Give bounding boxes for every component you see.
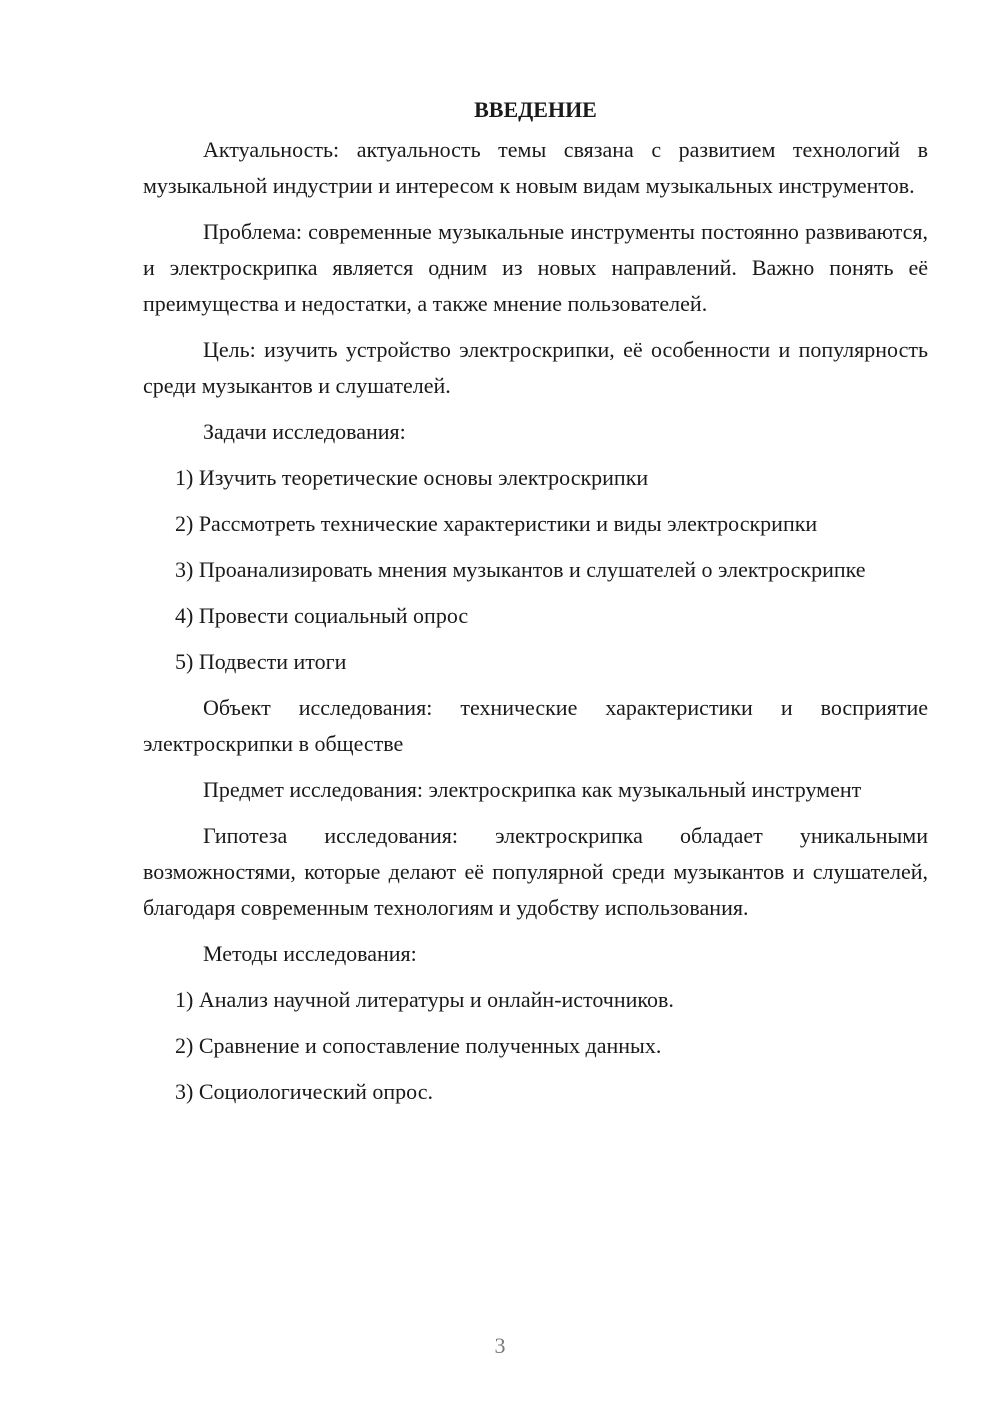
method-item-3: 3) Социологический опрос.	[175, 1079, 433, 1104]
task-item-2: 2) Рассмотреть технические характеристики и виды электроскрипки	[175, 511, 818, 536]
task-item-4: 4) Провести социальный опрос	[175, 603, 469, 628]
task-item-3: 3) Проанализировать мнения музыкантов и слушателей о электроскрипке	[175, 557, 866, 582]
section-heading: ВВЕДЕНИЕ	[474, 97, 597, 122]
problem-paragraph: Проблема: современные музыкальные инструменты постоянно развиваются, и электроскрипка является одним из новых направлений. Важно понять её преимущества и недостатки, а также мнение пользователей.	[143, 219, 928, 316]
methods-title: Методы исследования:	[203, 941, 417, 966]
method-item-1: 1) Анализ научной литературы и онлайн-источников.	[175, 987, 674, 1012]
method-item-2: 2) Сравнение и сопоставление полученных данных.	[175, 1033, 662, 1058]
object-paragraph: Объект исследования: технические характеристики и восприятие электроскрипки в обществе	[143, 695, 928, 756]
page-number: 3	[494, 1333, 506, 1358]
document-page	[143, 92, 928, 1120]
task-item-1: 1) Изучить теоретические основы электроскрипки	[175, 465, 649, 490]
relevance-paragraph: Актуальность: актуальность темы связана с развитием технологий в музыкальной индустрии и интересом к новым видам музыкальных инструментов.	[143, 137, 928, 198]
task-item-5: 5) Подвести итоги	[175, 649, 347, 674]
subject-paragraph: Предмет исследования: электроскрипка как музыкальный инструмент	[203, 777, 862, 802]
tasks-title: Задачи исследования:	[203, 419, 406, 444]
goal-paragraph: Цель: изучить устройство электроскрипки, её особенности и популярность среди музыкантов и слушателей.	[143, 337, 928, 398]
hypothesis-paragraph: Гипотеза исследования: электроскрипка обладает уникальными возможностями, которые делают её популярной среди музыкантов и слушателей, благодаря современным технологиям и удобству использования.	[143, 823, 928, 920]
